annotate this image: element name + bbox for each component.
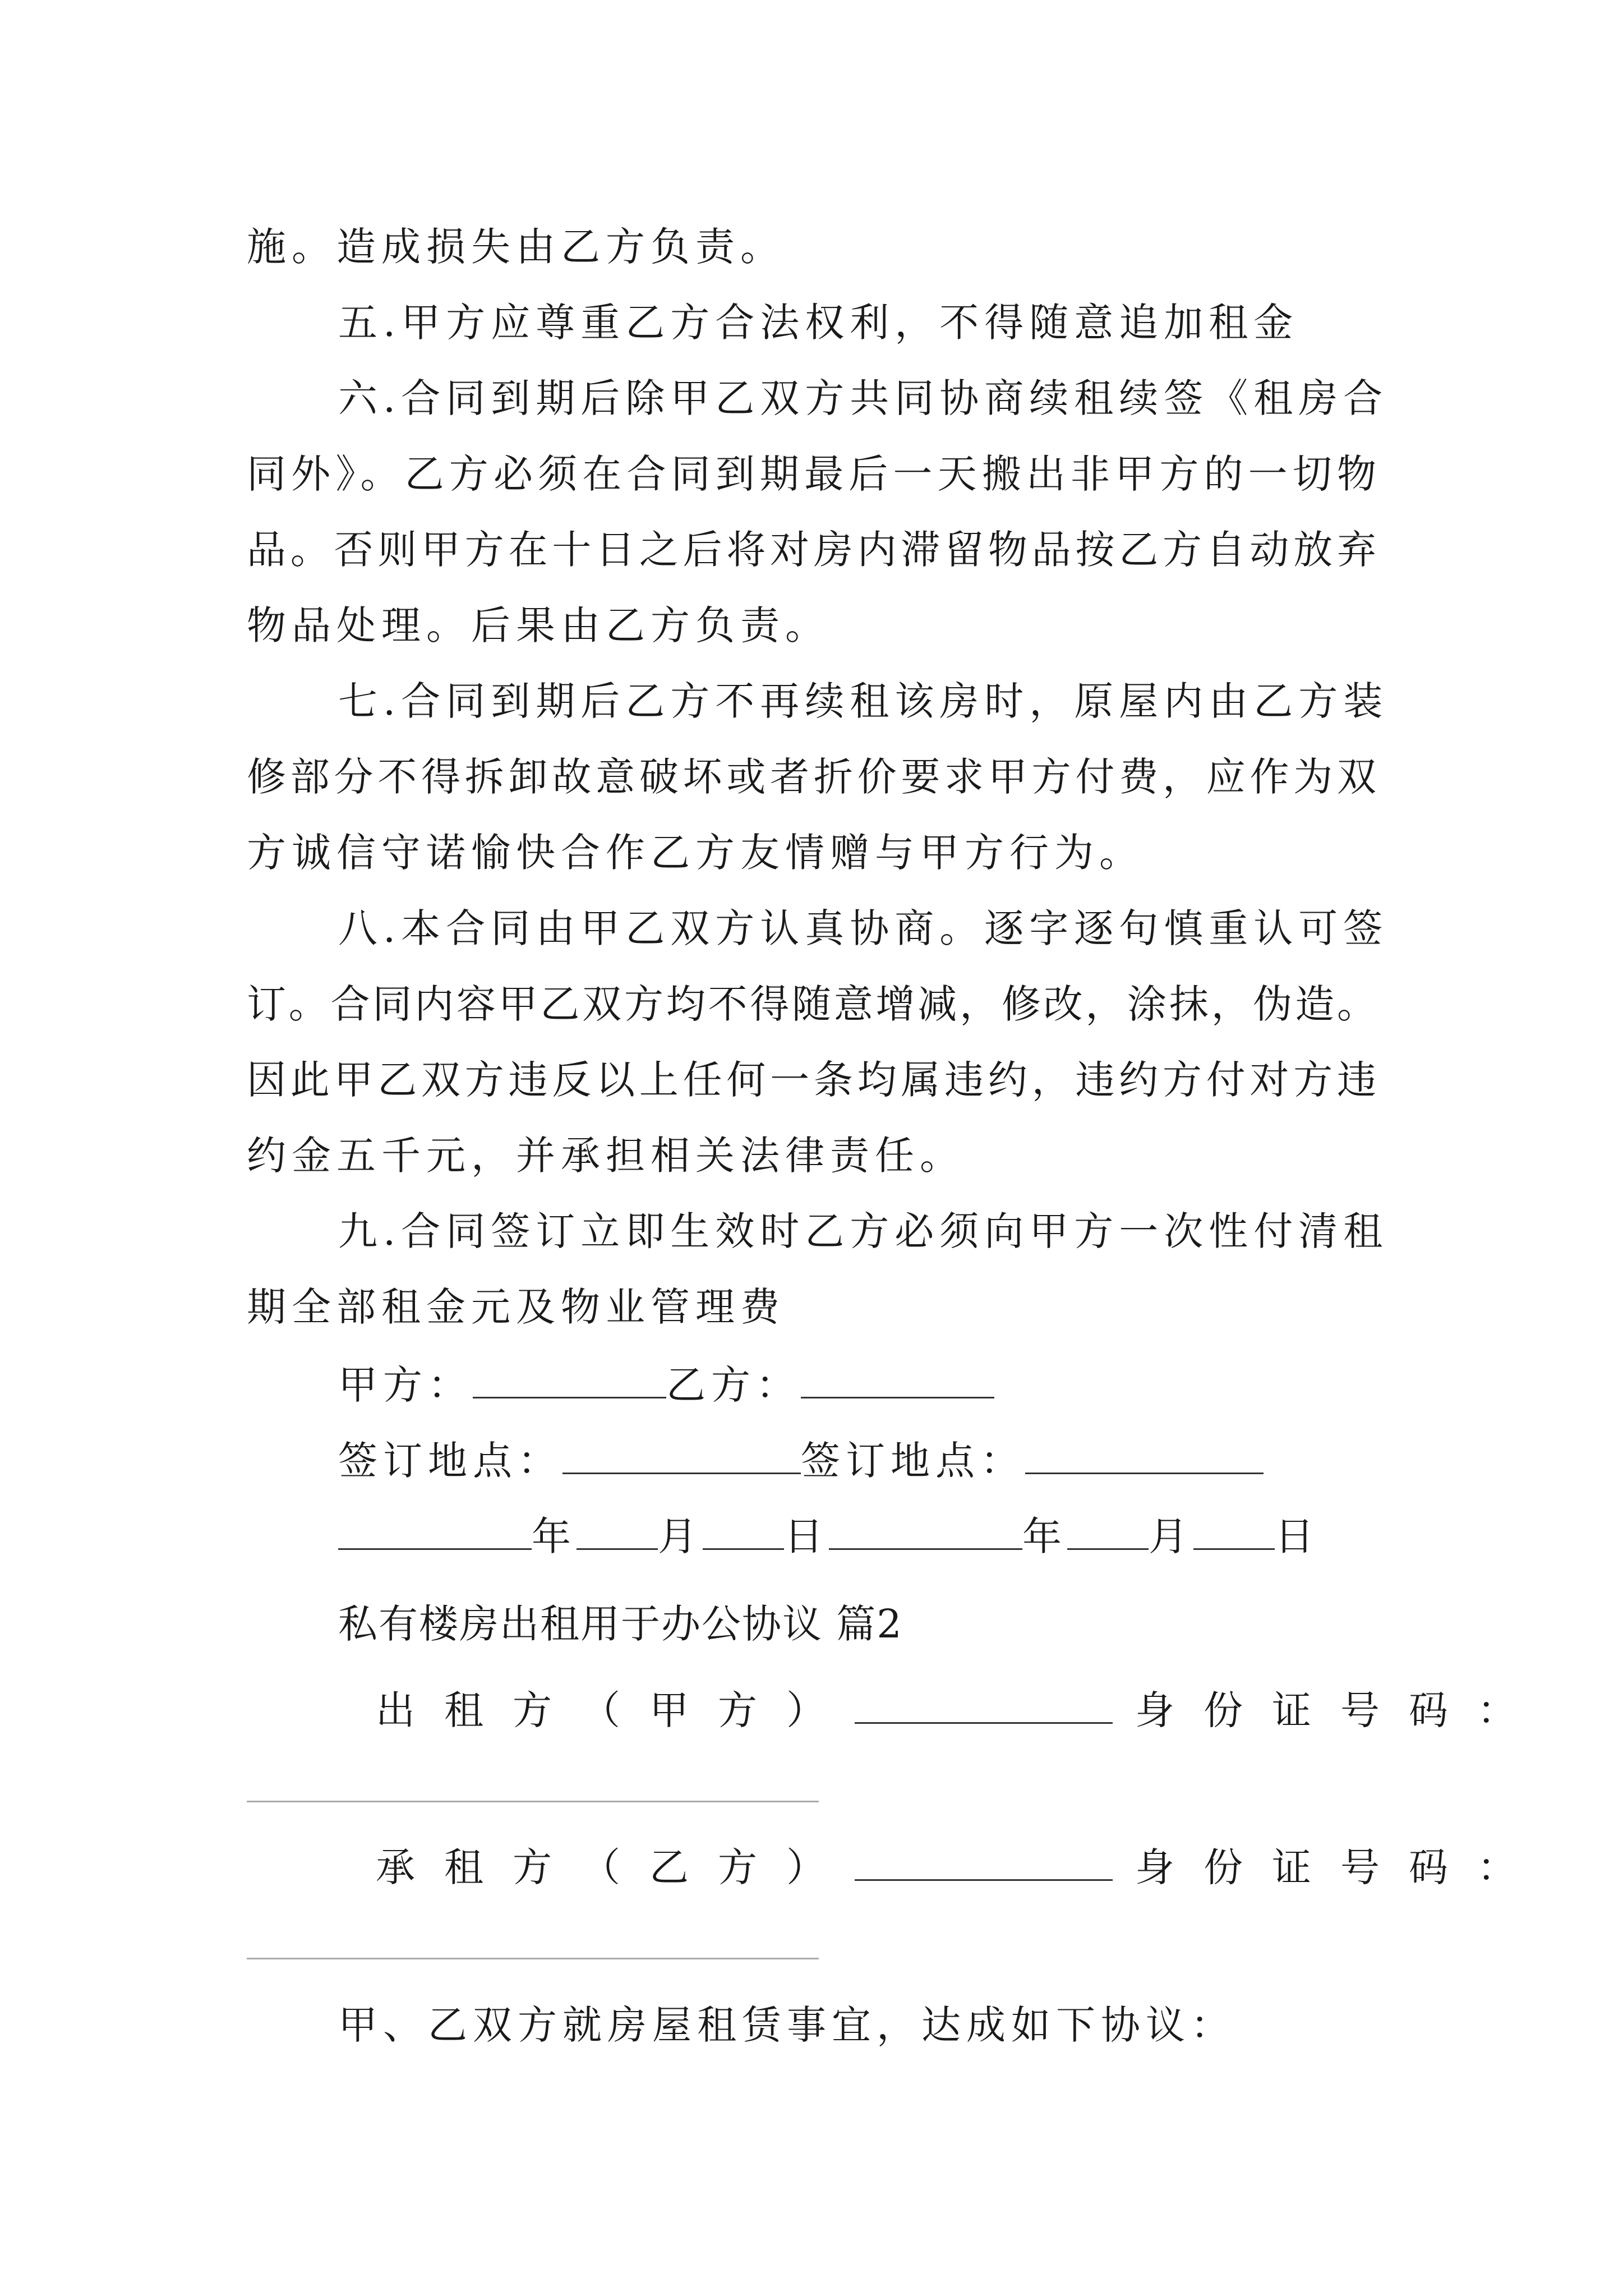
year-label: 年	[1022, 1513, 1067, 1559]
place-b-label: 签订地点：	[801, 1438, 1025, 1484]
place-a-blank[interactable]	[562, 1439, 801, 1474]
clause-8-line-1: 八.本合同由甲乙双方认真协商。逐字逐句慎重认可签	[338, 905, 1389, 951]
lessor-blank[interactable]	[855, 1688, 1113, 1724]
day-a-blank[interactable]	[703, 1515, 784, 1550]
party-b-blank[interactable]	[801, 1363, 994, 1398]
signature-row	[338, 1362, 994, 1408]
month-a-blank[interactable]	[577, 1515, 658, 1550]
clause-7-line-2: 修部分不得拆卸故意破坏或者折价要求甲方付费，应作为双	[247, 754, 1376, 800]
date-row	[338, 1513, 1320, 1559]
clause-6-line-2: 同外》。乙方必须在合同到期最后一天搬出非甲方的一切物	[247, 451, 1376, 497]
clause-6-line-4: 物品处理。后果由乙方负责。	[247, 602, 830, 648]
year-a-blank[interactable]	[338, 1515, 532, 1550]
year-b-blank[interactable]	[829, 1515, 1022, 1550]
section-2-title: 私有楼房出租用于办公协议 篇2	[338, 1601, 903, 1647]
clause-8-line-2: 订。合同内容甲乙双方均不得随意增减，修改，涂抹，伪造。	[247, 981, 1376, 1027]
clause-8-line-3: 因此甲乙双方违反以上任何一条均属违约，违约方付对方违	[247, 1057, 1376, 1103]
month-b-blank[interactable]	[1067, 1515, 1149, 1550]
lessee-id-blank[interactable]	[247, 1958, 819, 1959]
lessee-row	[376, 1844, 1546, 1890]
clause-9-line-2: 期全部租金元及物业管理费	[247, 1284, 785, 1330]
party-a-blank[interactable]	[473, 1363, 666, 1398]
month-label: 月	[658, 1513, 703, 1559]
lessor-id-label: 身份证号码：	[1135, 1687, 1546, 1733]
lessee-blank[interactable]	[855, 1846, 1113, 1881]
lessee-label: 承租方（乙方）	[376, 1844, 855, 1890]
clause-6-line-1: 六.合同到期后除甲乙双方共同协商续租续签《租房合	[338, 375, 1389, 421]
clause-6-line-3: 品。否则甲方在十日之后将对房内滞留物品按乙方自动放弃	[247, 527, 1376, 573]
party-a-label: 甲方：	[338, 1362, 473, 1408]
clause-9-line-1: 九.合同签订立即生效时乙方必须向甲方一次性付清租	[338, 1208, 1389, 1254]
party-b-label: 乙方：	[666, 1362, 801, 1408]
paragraph-line: 施。造成损失由乙方负责。	[247, 224, 785, 270]
lessor-id-blank[interactable]	[247, 1801, 819, 1802]
place-a-label: 签订地点：	[338, 1438, 562, 1484]
year-label: 年	[532, 1513, 577, 1559]
clause-7-line-3: 方诚信守诺愉快合作乙方友情赠与甲方行为。	[247, 830, 1144, 876]
lessor-label: 出租方（甲方）	[376, 1687, 855, 1733]
lessor-row	[376, 1687, 1546, 1733]
signing-place-row	[338, 1438, 1264, 1484]
day-label: 日	[784, 1513, 829, 1559]
clause-5: 五.甲方应尊重乙方合法权利，不得随意追加租金	[338, 300, 1299, 346]
month-label: 月	[1149, 1513, 1193, 1559]
place-b-blank[interactable]	[1025, 1439, 1264, 1474]
clause-8-line-4: 约金五千元，并承担相关法律责任。	[247, 1133, 965, 1179]
clause-7-line-1: 七.合同到期后乙方不再续租该房时，原屋内由乙方装	[338, 678, 1389, 724]
agreement-intro: 甲、乙双方就房屋租赁事宜，达成如下协议：	[338, 2002, 1235, 2048]
lessee-id-label: 身份证号码：	[1135, 1844, 1546, 1890]
day-label: 日	[1275, 1513, 1320, 1559]
day-b-blank[interactable]	[1193, 1515, 1275, 1550]
